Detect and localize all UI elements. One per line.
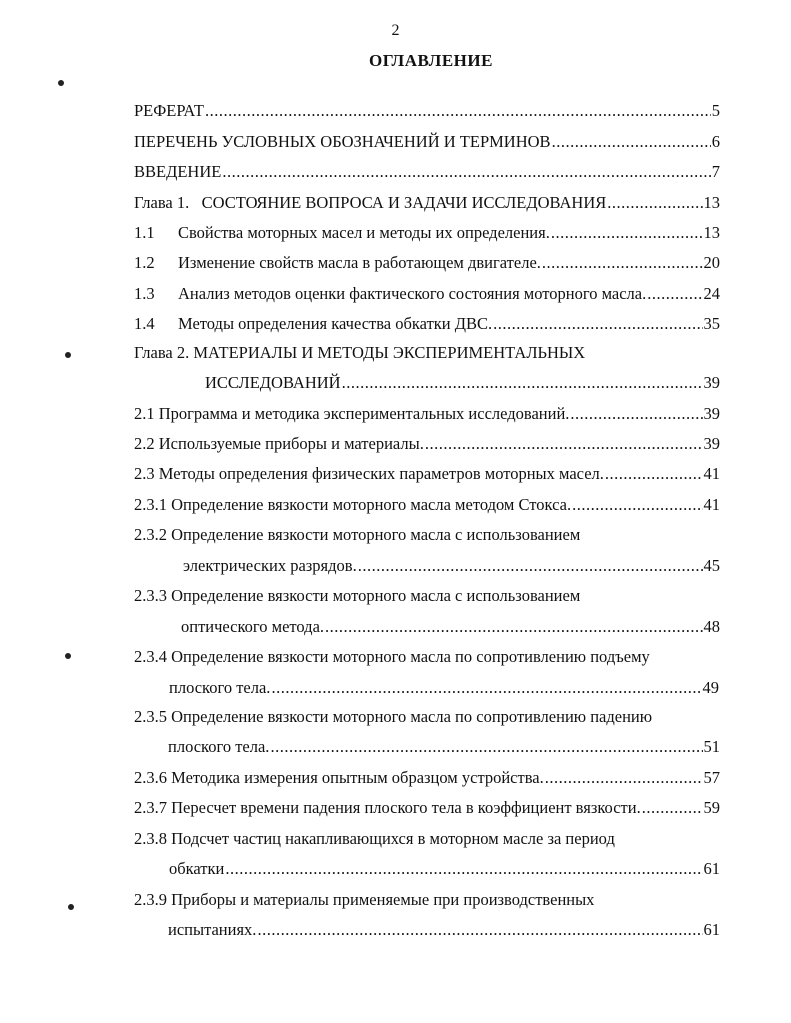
toc-entry-text: 2.3.4 Определение вязкости моторного масла по сопротивлению подъему bbox=[134, 647, 650, 666]
leader-dots bbox=[552, 131, 711, 153]
toc-entry-page: 41 bbox=[703, 464, 720, 483]
toc-entry-page: 57 bbox=[703, 768, 720, 787]
toc-entry bbox=[181, 616, 720, 638]
toc-entry-text: 2.3 Методы определения физических параметров моторных масел. bbox=[134, 464, 604, 483]
toc-entry-text: плоского тела. bbox=[169, 678, 271, 697]
toc-entry-page: 48 bbox=[703, 617, 720, 636]
toc-entry-text: ВВЕДЕНИЕ bbox=[134, 162, 222, 181]
toc-entry bbox=[134, 131, 720, 153]
leader-dots bbox=[607, 192, 702, 214]
toc-entry-text: оптического метода. bbox=[181, 617, 325, 636]
toc-entry-text: ИССЛЕДОВАНИЙ bbox=[205, 373, 341, 392]
toc-entry-page: 13 bbox=[703, 193, 720, 212]
leader-dots bbox=[605, 463, 703, 485]
toc-entry-text: Анализ методов оценки фактического состояния моторного масла. bbox=[178, 284, 647, 303]
toc-entry-number: 1.4 bbox=[134, 314, 155, 333]
toc-entry bbox=[134, 222, 720, 244]
leader-dots bbox=[572, 494, 702, 516]
toc-entry-page: 39 bbox=[703, 404, 720, 423]
toc-entry bbox=[168, 736, 720, 758]
leader-dots bbox=[271, 677, 701, 699]
leader-dots bbox=[342, 372, 703, 394]
toc-entry-text: 2.3.5 Определение вязкости моторного масла по сопротивлению падению bbox=[134, 707, 653, 726]
leader-dots bbox=[493, 313, 702, 335]
toc-entry-text: испытаниях. bbox=[168, 920, 257, 939]
toc-entry-text: 2.3.7 Пересчет времени падения плоского тела в коэффициент вязкости. bbox=[134, 798, 641, 817]
toc-entry-page: 39 bbox=[703, 373, 720, 392]
toc-entry-text: 2.2 Используемые приборы и материалы. bbox=[134, 434, 424, 453]
toc-entry-page: 45 bbox=[703, 556, 720, 575]
leader-dots bbox=[270, 736, 702, 758]
toc-entry bbox=[134, 283, 720, 305]
toc-entry-text: 2.3.9 Приборы и материалы применяемые при производственных bbox=[134, 890, 595, 909]
leader-dots bbox=[551, 222, 703, 244]
toc-entry-page: 13 bbox=[703, 223, 720, 242]
toc-entry bbox=[134, 252, 720, 274]
toc-entry-page: 39 bbox=[703, 434, 720, 453]
page-number: 2 bbox=[391, 22, 400, 39]
toc-entry-page: 5 bbox=[711, 101, 720, 120]
toc-entry-text: 2.3.8 Подсчет частиц накапливающихся в моторном масле за период bbox=[134, 829, 615, 848]
leader-dots bbox=[325, 616, 702, 638]
toc-entry-page: 41 bbox=[703, 495, 720, 514]
toc-entry-page: 61 bbox=[703, 859, 720, 878]
toc-entry bbox=[134, 463, 720, 485]
toc-entry-page: 51 bbox=[703, 737, 720, 756]
toc-entry bbox=[134, 494, 720, 516]
toc-entry-page: 59 bbox=[703, 798, 720, 817]
toc-entry bbox=[169, 677, 719, 699]
toc-entry-text: Глава 2. МАТЕРИАЛЫ И МЕТОДЫ ЭКСПЕРИМЕНТАЛЬНЫХ bbox=[134, 343, 586, 362]
toc-entry bbox=[134, 797, 720, 819]
toc-entry-page: 20 bbox=[703, 253, 720, 272]
toc-entry bbox=[205, 372, 720, 394]
toc-entry-text: 2.3.2 Определение вязкости моторного масла с использованием bbox=[134, 525, 581, 544]
toc-entry-text: 2.1 Программа и методика экспериментальных исследований. bbox=[134, 404, 570, 423]
toc-entry-text: 2.3.3 Определение вязкости моторного масла с использованием bbox=[134, 586, 581, 605]
toc-entry-text: Методы определения качества обкатки ДВС. bbox=[178, 314, 493, 333]
leader-dots bbox=[222, 161, 710, 183]
toc-entry bbox=[134, 403, 720, 425]
toc-entry-text: РЕФЕРАТ bbox=[134, 101, 204, 120]
leader-dots bbox=[642, 797, 703, 819]
toc-entry bbox=[168, 919, 720, 941]
toc-entry-text: 2.3.6 Методика измерения опытным образцом устройства. bbox=[134, 768, 544, 787]
toc-title: ОГЛАВЛЕНИЕ bbox=[369, 51, 493, 70]
toc-entry-page: 7 bbox=[711, 162, 720, 181]
toc-entry-page: 61 bbox=[703, 920, 720, 939]
toc-entry-page: 35 bbox=[703, 314, 720, 333]
leader-dots bbox=[205, 100, 711, 122]
toc-entry-text: плоского тела. bbox=[168, 737, 270, 756]
toc-entry-text: ПЕРЕЧЕНЬ УСЛОВНЫХ ОБОЗНАЧЕНИЙ И ТЕРМИНОВ bbox=[134, 132, 551, 151]
leader-dots bbox=[225, 858, 702, 880]
toc-entry-number: 1.3 bbox=[134, 284, 155, 303]
toc-entry bbox=[134, 433, 720, 455]
toc-entry-text: электрических разрядов. bbox=[183, 556, 357, 575]
toc-entry-page: 6 bbox=[711, 132, 720, 151]
toc-entry bbox=[169, 858, 720, 880]
leader-dots bbox=[545, 767, 703, 789]
toc-entry-page: 49 bbox=[702, 678, 719, 697]
leader-dots bbox=[425, 433, 703, 455]
leader-dots bbox=[647, 283, 702, 305]
leader-dots bbox=[257, 919, 702, 941]
toc-entry bbox=[134, 313, 720, 335]
toc-entry-number: 1.1 bbox=[134, 223, 155, 242]
toc-entry bbox=[134, 161, 720, 183]
leader-dots bbox=[358, 555, 703, 577]
toc-entry-number: 1.2 bbox=[134, 253, 155, 272]
leader-dots bbox=[542, 252, 703, 274]
toc-entry-text: обкатки bbox=[169, 859, 225, 878]
toc-entry bbox=[134, 192, 720, 214]
toc-entry-text: Глава 1. СОСТОЯНИЕ ВОПРОСА И ЗАДАЧИ ИССЛЕДОВАНИЯ bbox=[134, 193, 607, 212]
toc-entry-text: 2.3.1 Определение вязкости моторного масла методом Стокса. bbox=[134, 495, 572, 514]
toc-entry-text: Свойства моторных масел и методы их определения. bbox=[178, 223, 550, 242]
toc-entry bbox=[134, 767, 720, 789]
toc-entry-page: 24 bbox=[703, 284, 720, 303]
toc-entry-text: Изменение свойств масла в работающем двигателе. bbox=[178, 253, 541, 272]
toc-entry bbox=[134, 100, 720, 122]
toc-entry bbox=[183, 555, 720, 577]
leader-dots bbox=[570, 403, 702, 425]
